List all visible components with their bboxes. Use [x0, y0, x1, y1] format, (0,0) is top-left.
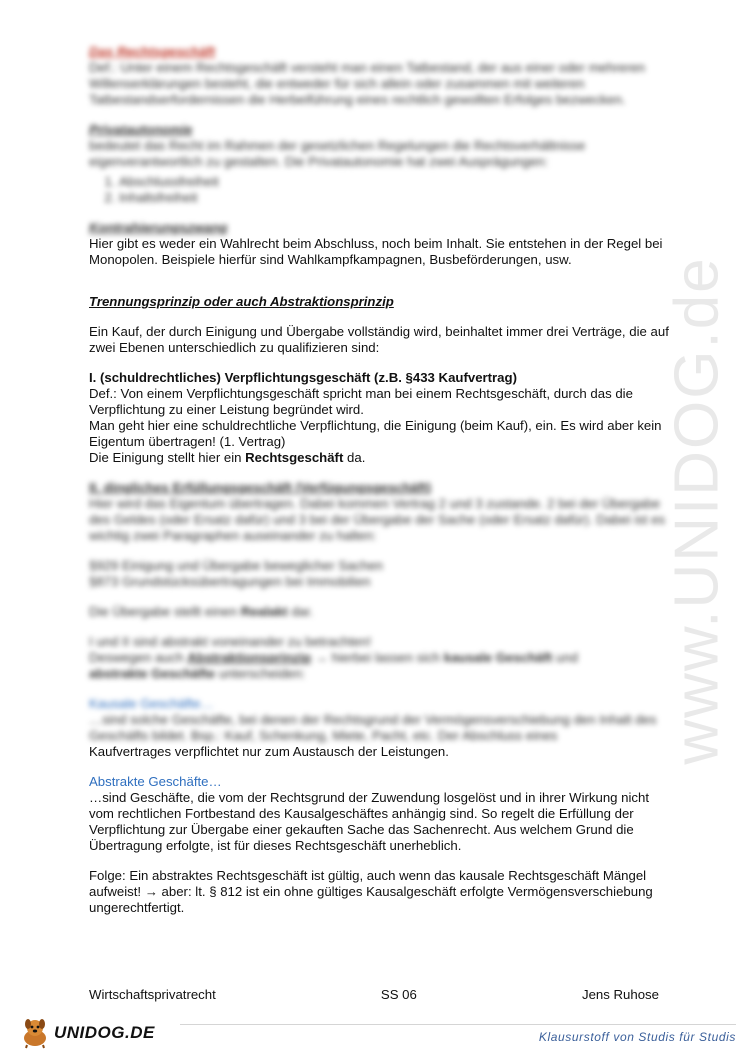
heading-verpflichtungsgeschaeft: I. (schuldrechtliches) Verpflichtungsgeschäft (z.B. §433 Kaufvertrag)	[89, 370, 517, 385]
abstrakt-line-3-post: unterscheiden:	[215, 666, 306, 681]
page-footer	[89, 987, 659, 1002]
dog-mascot-icon	[18, 1016, 52, 1050]
branding-bar	[0, 1012, 750, 1060]
abstrakt-line-3-bold: abstrakte Geschäfte	[89, 666, 216, 681]
abstrakt-line-2-underlined: Abstraktionsprinzip	[187, 650, 312, 665]
heading-privatautonomie: Privatautonomie	[89, 122, 193, 137]
abstrakt-line-2-bold: kausale Geschäft	[443, 650, 553, 665]
watermark-text: www.UNIDOG.de	[662, 255, 732, 765]
realakt-text	[89, 604, 669, 620]
abstrakt-line-2	[89, 650, 669, 666]
abstrakt-line-2-mid: → hierbei lassen sich	[311, 650, 444, 665]
abstrakt-line-3	[89, 666, 669, 682]
heading-kontrahierungszwang: Kontrahierungszwang	[89, 220, 228, 235]
blurred-section-mid	[89, 480, 669, 744]
heading-erfuellungsgeschaeft: II. dingliches Erfüllungsgeschäft (Verfügungsgeschäft)	[89, 480, 432, 495]
einigung-text	[89, 450, 669, 466]
kausal-tail-text: Kaufvertrages verpflichtet nur zum Austausch der Leistungen.	[89, 744, 449, 759]
definition-privatautonomie: bedeutet das Recht im Rahmen der gesetzlichen Regelungen die Rechtsverhältnisse eigenverantwortlich zu gestalten. Die Privatautonomie hat zwei Ausprägungen:	[89, 138, 586, 169]
definition-rechtsgeschaeft: Def.: Unter einem Rechtsgeschäft versteht man einen Tatbestand, der aus einer oder mehreren Willenserklärungen besteht, die entweder für sich allein oder zusammen mit weiteren Tatbestandserfordernissen die Herbeiführung eines rechtlich gewollten Erfolges bezwecken.	[89, 60, 646, 107]
unidog-logo[interactable]	[18, 1016, 155, 1050]
divider	[180, 1024, 736, 1025]
abstrakt-line-2-pre: Deswegen auch	[89, 650, 188, 665]
document-content	[89, 44, 669, 916]
realakt-pre: Die Übergabe stellt einen	[89, 604, 241, 619]
kausal-text: …sind solche Geschäfte, bei denen der Rechtsgrund der Vermögensverschiebung den Inhalt des Geschäfts bildet. Bsp.: Kauf, Schenkung, Miete, Pacht, etc. Der Abschluss eines	[89, 712, 657, 743]
einigung-text-bold: Rechtsgeschäft	[245, 450, 344, 465]
heading-rechtsgeschaeft: Das Rechtsgeschäft	[89, 44, 216, 59]
footer-semester: SS 06	[380, 987, 417, 1002]
abstrakt-line-1: I und II sind abstrakt voneinander zu betrachten!	[89, 634, 372, 649]
heading-kausale-geschaefte: Kausale Geschäfte…	[89, 696, 214, 711]
paragraph-929: §929 Einigung und Übergabe beweglicher Sachen	[89, 558, 384, 573]
footer-course: Wirtschaftsprivatrecht	[89, 987, 216, 1002]
erfuellung-text: Hier wird das Eigentum übertragen. Dabei kommen Vertrag 2 und 3 zustande. 2 bei der Übergabe des Geldes (oder Ersatz dafür) und 3 bei der Übergabe der Sache (oder Ersatz dafür). Dabei ist es wichtig zwei Paragraphen auseinander zu halten:	[89, 496, 666, 543]
verpflichtung-text: Man geht hier eine schuldrechtliche Verpflichtung, die Einigung (beim Kauf), ein. Es wird aber kein Eigentum übertragen! (1. Vertrag)	[89, 418, 662, 449]
definition-verpflichtungsgeschaeft: Def.: Von einem Verpflichtungsgeschäft spricht man bei einem Rechtsgeschäft, durch das die Verpflichtung zu einer Leistung begründet wird.	[89, 386, 633, 417]
heading-trennungsprinzip: Trennungsprinzip oder auch Abstraktionsprinzip	[89, 294, 394, 309]
realakt-post: dar.	[287, 604, 314, 619]
tagline: Klausurstoff von Studis für Studis	[538, 1030, 736, 1044]
abstrakt-line-2-post: und	[552, 650, 578, 665]
folge-text: Folge: Ein abstraktes Rechtsgeschäft ist gültig, auch wenn das kausale Rechtsgeschäft Mängel aufweist! → aber: lt. § 812 ist ein ohne gültiges Kausalgeschäft erfolgte Vermögensverschiebung ungerechtfertigt.	[89, 868, 653, 915]
realakt-bold: Realakt	[240, 604, 288, 619]
einigung-text-pre: Die Einigung stellt hier ein	[89, 450, 246, 465]
auspraegungen-list	[89, 174, 669, 206]
logo-text: UNIDOG.DE	[54, 1023, 155, 1042]
blurred-section-top	[89, 44, 669, 236]
heading-abstrakte-geschaefte: Abstrakte Geschäfte…	[89, 774, 222, 789]
footer-author: Jens Ruhose	[582, 987, 659, 1002]
kontrahierungszwang-text: Hier gibt es weder ein Wahlrecht beim Abschluss, noch beim Inhalt. Sie entstehen in der Regel bei Monopolen. Beispiele hierfür sind Wahlkampfkampagnen, Busbeförderungen, usw.	[89, 236, 663, 267]
abstrakt-text: …sind Geschäfte, die vom der Rechtsgrund der Zuwendung losgelöst und in ihrer Wirkung nicht vom rechtlichen Fortbestand des Kausalgeschäftes anhängig sind. So regelt die Erfüllung der Verpflichtung zur Übergabe einer gekauften Sache das Sachenrecht. Aus welchem Grund die Übertragung erfolgte, ist für dieses Rechtsgeschäft unerheblich.	[89, 790, 650, 853]
trennung-intro: Ein Kauf, der durch Einigung und Übergabe vollständig wird, beinhaltet immer drei Verträge, die auf zwei Ebenen unterschiedlich zu qualifizieren sind:	[89, 324, 669, 355]
paragraph-873: §873 Grundstücksübertragungen bei Immobilien	[89, 574, 371, 589]
list-item: 1. Abschlussfreiheit	[119, 174, 669, 190]
einigung-text-post: da.	[343, 450, 366, 465]
list-item: 2. Inhaltsfreiheit	[119, 190, 669, 206]
